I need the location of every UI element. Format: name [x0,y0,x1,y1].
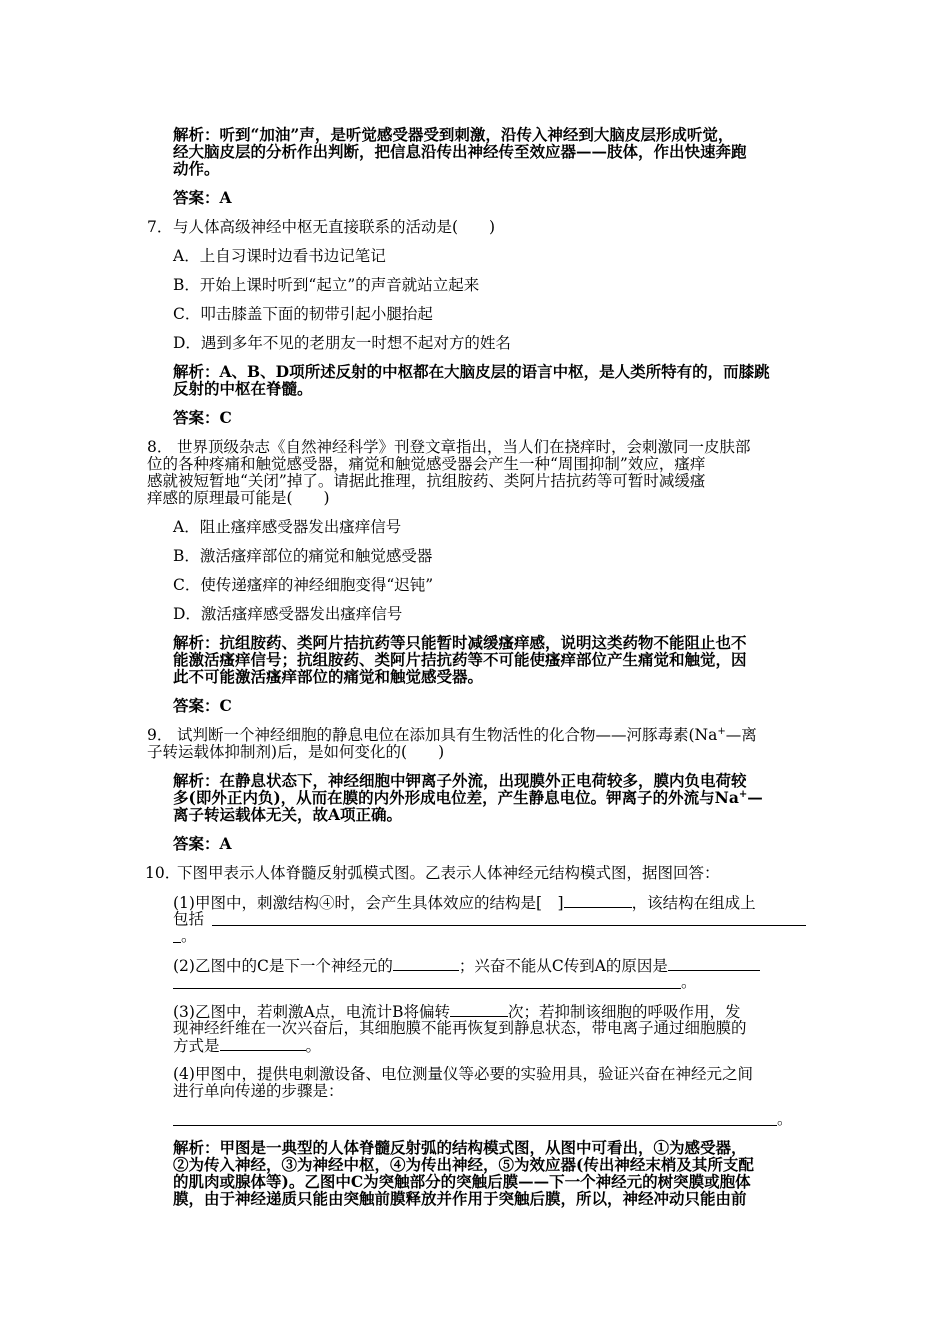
q9-stem-line-1-a: 试判断一个神经细胞的静息电位在添加具有生物活性的化合物——河豚毒素(Na [177,726,718,744]
q10-part3-blank-2[interactable] [220,1036,306,1051]
q9-explanation-line-3: 离子转运载体无关，故A项正确。 [173,805,403,824]
q8-stem-line-2: 位的各种疼痛和触觉感受器，痛觉和触觉感受器会产生一种“周围抑制”效应，瘙痒 [147,455,706,473]
q9-stem-line-1-b: —离 [725,726,757,744]
q10-part1-line-1-b: ，该结构在组成上 [631,894,756,912]
q9-explanation-line-1: 解析：在静息状态下，神经细胞中钾离子外流，出现膜外正电荷较多，膜内负电荷较 [173,771,747,790]
q10-part1-blank-3[interactable] [173,942,181,943]
q9-stem-line-2: 子转运载体抑制剂)后，是如何变化的( ) [147,743,445,761]
q10-explanation-line-2: ②为传入神经，③为神经中枢，④为传出神经，⑤为效应器(传出神经末梢及其所支配 [173,1155,754,1174]
q8-answer: 答案：C [173,696,232,715]
q8-number: 8． [147,438,173,456]
q10-part2-line-1-b: ；兴奋不能从C传到A的原因是 [458,957,668,975]
q8-stem-line-4: 痒感的原理最可能是( ) [147,489,330,507]
intro-explanation-line-2: 经大脑皮层的分析作出判断，把信息沿传出神经传至效应器——肢体，作出快速奔跑 [173,142,747,161]
q9-explanation-line-2-a: 多(即外正内负)，从而在膜的内外形成电位差，产生静息电位。钾离子的外流与Na [173,788,739,807]
q10-part3-line-3-b: 。 [305,1037,322,1055]
q10-stem: 下图甲表示人体脊髓反射弧模式图。乙表示人体神经元结构模式图，据图回答： [177,864,720,882]
q10-part1-line-3: 。 [181,927,197,945]
q10-part4-line-3: 。 [777,1110,793,1128]
intro-explanation-line-1: 解析：听到“加油”声，是听觉感受器受到刺激，沿传入神经到大脑皮层形成听觉， [173,125,734,144]
q10-part4-line-1: (4)甲图中，提供电刺激设备、电位测量仪等必要的实验用具，验证兴奋在神经元之间 [173,1065,753,1083]
q8-stem-line-3: 感就被短暂地“关闭”掉了。请据此推理，抗组胺药、类阿片拮抗药等可暂时减缓瘙 [147,472,706,490]
q8-explanation-line-3: 此不可能激活瘙痒部位的痛觉和触觉感受器。 [173,667,484,686]
q10-part4-line-2: 进行单向传递的步骤是： [173,1082,344,1100]
q10-part2-line-1 [173,956,760,975]
q7-option-c: C．叩击膝盖下面的韧带引起小腿抬起 [173,305,433,323]
q7-explanation-line-1: 解析：A、B、D项所述反射的中枢都在大脑皮层的语言中枢，是人类所特有的，而膝跳 [173,362,770,381]
q10-number: 10． [145,864,181,882]
q10-part3-line-1-b: 次；若抑制该细胞的呼吸作用，发 [508,1003,741,1021]
q9-stem-line-1 [177,726,757,744]
q8-stem-line-1: 世界顶级杂志《自然神经科学》刊登文章指出，当人们在挠痒时，会刺激同一皮肤部 [177,438,751,456]
q10-part3-blank-1[interactable] [450,1002,508,1017]
q10-part4-blank[interactable] [173,1125,777,1126]
q8-option-b: B．激活瘙痒部位的痛觉和触觉感受器 [173,547,433,565]
q10-part3-line-2: 现神经纤维在一次兴奋后，其细胞膜不能再恢复到静息状态，带电离子通过细胞膜的 [173,1019,747,1037]
q8-option-d: D．激活瘙痒感受器发出瘙痒信号 [173,605,403,623]
q8-explanation-line-2: 能激活瘙痒信号；抗组胺药、类阿片拮抗药等不可能使瘙痒部位产生痛觉和触觉，因 [173,650,747,669]
q10-part2-blank-2[interactable] [668,956,760,971]
q10-explanation-line-4: 膜，由于神经递质只能由突触前膜释放并作用于突触后膜，所以，神经冲动只能由前 [173,1189,747,1208]
q10-part1-blank-2[interactable] [212,925,806,926]
q10-part1-line-2: 包括 [173,910,205,928]
q7-number: 7． [147,218,173,236]
q9-explanation-sup: + [738,788,748,800]
q7-stem: 与人体高级神经中枢无直接联系的活动是( ) [173,218,496,236]
q10-explanation-line-1: 解析：甲图是一典型的人体脊髓反射弧的结构模式图，从图中可看出，①为感受器， [173,1138,747,1157]
q10-part1-blank-1[interactable] [564,893,632,908]
q10-part3-line-3-a: 方式是 [173,1037,220,1055]
q10-part2-line-2: 。 [681,973,697,991]
q10-part2-blank-3[interactable] [173,988,681,989]
q7-option-a: A．上自习课时边看书边记笔记 [173,247,386,265]
q9-number: 9． [147,726,173,744]
q8-explanation-line-1: 解析：抗组胺药、类阿片拮抗药等只能暂时减缓瘙痒感，说明这类药物不能阻止也不 [173,633,747,652]
intro-answer: 答案：A [173,188,232,207]
q10-part3-line-3 [173,1036,321,1055]
q10-part1-line-1 [173,893,756,912]
q10-part3-line-1-a: (3)乙图中，若刺激A点，电流计B将偏转 [173,1003,451,1021]
q10-part2-blank-1[interactable] [393,956,459,971]
q10-part2-line-1-a: (2)乙图中的C是下一个神经元的 [173,957,393,975]
q10-explanation-line-3: 的肌肉或腺体等)。乙图中C为突触部分的突触后膜——下一个神经元的树突膜或胞体 [173,1172,751,1191]
q7-option-d: D．遇到多年不见的老朋友一时想不起对方的姓名 [173,334,511,352]
q7-answer: 答案：C [173,408,232,427]
q8-option-a: A．阻止瘙痒感受器发出瘙痒信号 [173,518,402,536]
q9-answer: 答案：A [173,834,232,853]
q9-stem-sup: + [717,725,726,737]
q7-explanation-line-2: 反射的中枢在脊髓。 [173,379,313,398]
q8-option-c: C．使传递瘙痒的神经细胞变得“迟钝” [173,576,434,594]
q9-explanation-line-2-b: — [747,788,763,807]
q10-part1-line-1-a: (1)甲图中，刺激结构④时，会产生具体效应的结构是[ ] [173,894,564,912]
intro-explanation-line-3: 动作。 [173,159,220,178]
q7-option-b: B．开始上课时听到“起立”的声音就站立起来 [173,276,480,294]
